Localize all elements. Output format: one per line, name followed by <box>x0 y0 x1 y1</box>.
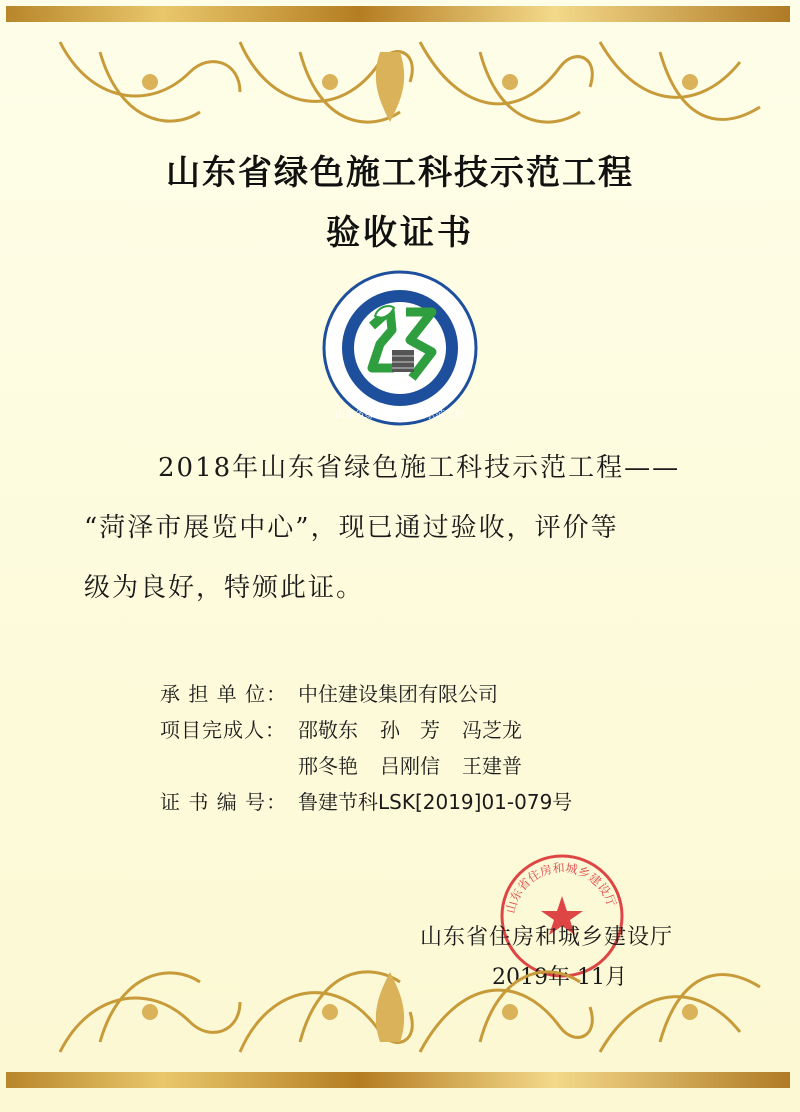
project-members-row-2 <box>160 748 572 784</box>
certificate-body <box>84 438 744 618</box>
body-line-1: 2018年山东省绿色施工科技示范工程—— <box>158 453 681 483</box>
issue-date: 2019年 11月 <box>492 965 627 990</box>
member-name: 冯芝龙 <box>462 718 522 742</box>
top-gold-border <box>6 6 790 22</box>
project-members-row-1 <box>160 712 572 748</box>
bottom-scroll-ornament <box>0 942 800 1072</box>
top-scroll-ornament <box>0 22 800 152</box>
certificate-info <box>160 676 572 820</box>
member-name: 王建普 <box>462 754 522 778</box>
member-name: 邵敬东 <box>298 718 358 742</box>
emblem-ring-text: 山东省绿色施工科技示范工程 <box>335 410 465 421</box>
certificate-number-value: 鲁建节科LSK[2019]01-079号 <box>298 790 573 814</box>
seal-ring-text: 山东省住房和城乡建设厅 <box>503 860 619 915</box>
member-name: 邢冬艳 <box>298 754 358 778</box>
green-construction-emblem <box>320 268 480 428</box>
certificate-number-row <box>160 784 572 820</box>
certificate-title: 山东省绿色施工科技示范工程 <box>166 153 634 193</box>
issuing-authority: 山东省住房和城乡建设厅 <box>420 925 674 950</box>
undertaking-unit-label: 承 担 单 位： <box>160 682 288 706</box>
certificate-subtitle: 验收证书 <box>326 213 474 253</box>
member-name: 孙 芳 <box>380 718 440 742</box>
project-members-label: 项目完成人： <box>160 718 286 742</box>
member-name: 吕刚信 <box>380 754 440 778</box>
certificate-number-label: 证 书 编 号： <box>160 790 288 814</box>
bottom-gold-border <box>6 1072 790 1088</box>
undertaking-unit-value: 中住建设集团有限公司 <box>298 682 498 706</box>
body-line-3: 级为良好，特颁此证。 <box>84 573 365 603</box>
undertaking-unit-row <box>160 676 572 712</box>
body-line-2: “菏泽市展览中心”，现已通过验收，评价等 <box>84 513 619 543</box>
